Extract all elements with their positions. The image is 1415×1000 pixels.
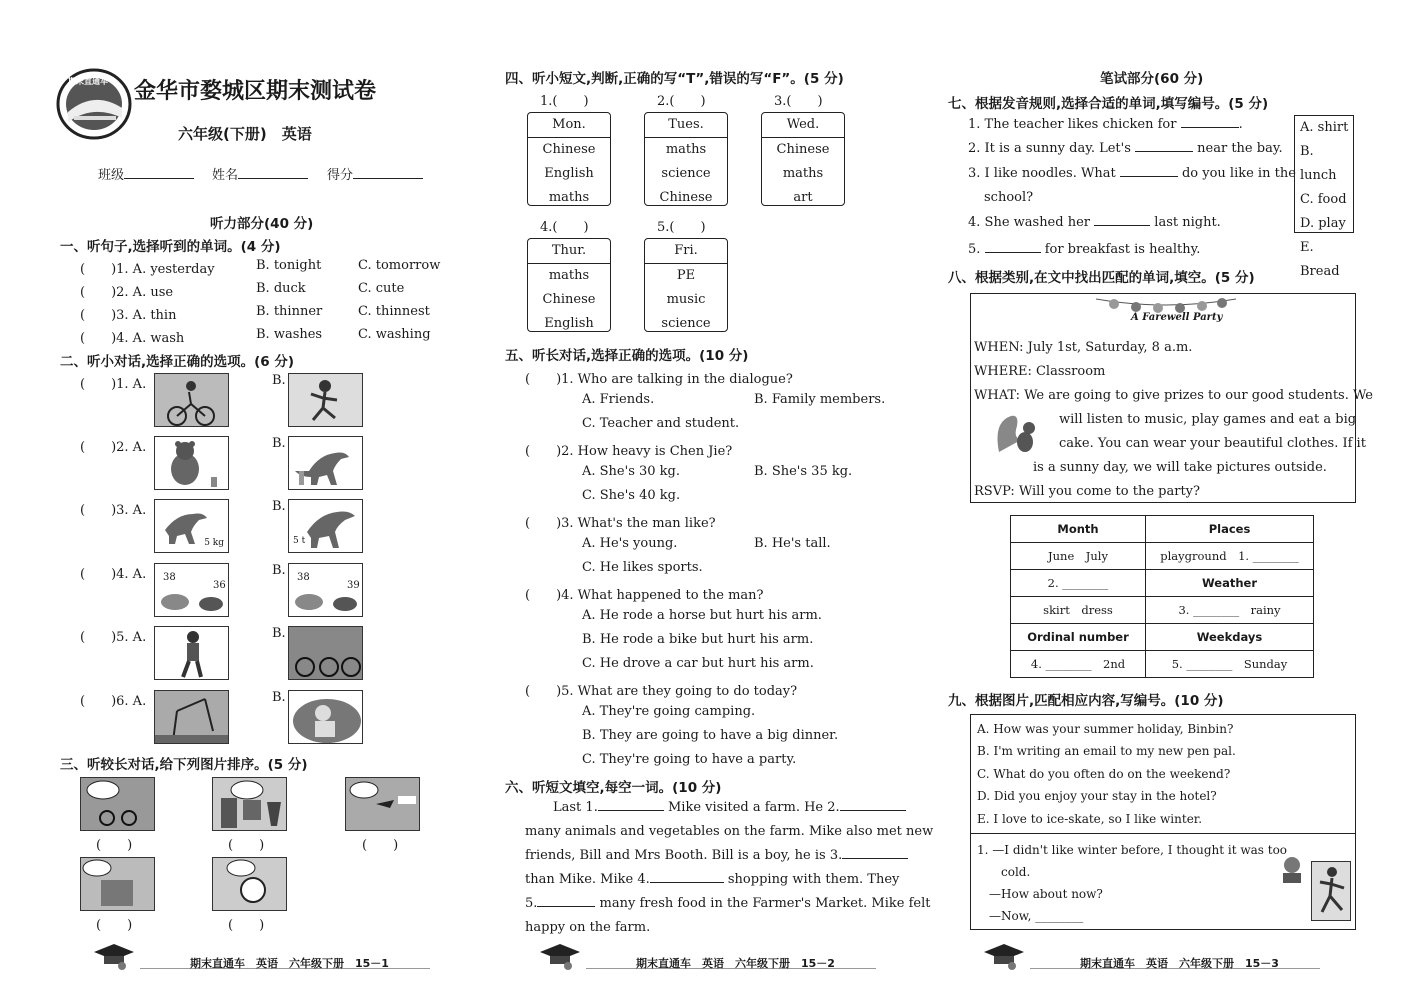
s5-q5-a: A. They're going camping. xyxy=(582,704,756,719)
writing-man-image xyxy=(288,690,363,744)
s7-line-2 xyxy=(968,141,1283,156)
dinosaur-image xyxy=(288,436,363,490)
s5-q3-b: B. He's tall. xyxy=(754,536,831,551)
schedule-thursday xyxy=(527,238,611,332)
weight-5kg-label: 5 kg xyxy=(204,538,224,548)
s2-item-5[interactable]: ( )5. A. xyxy=(80,630,147,645)
s7-blank-1[interactable] xyxy=(1181,127,1239,128)
schedule-day: Thur. xyxy=(528,239,610,264)
s2-item-1-b: B. xyxy=(272,373,286,388)
table-header-places: Places xyxy=(1146,516,1314,543)
s1-item-3-b: B. thinner xyxy=(256,304,323,319)
s7-blank-2[interactable] xyxy=(1135,151,1193,152)
s7-text: do you like in the xyxy=(1181,166,1296,181)
section-1-title: 一、听句子,选择听到的单词。(4 分) xyxy=(60,239,281,255)
ball-image xyxy=(212,857,287,911)
s2-item-1[interactable]: ( )1. A. xyxy=(80,377,147,392)
s9-option-d: D. Did you enjoy your stay in the hotel? xyxy=(977,789,1217,803)
schedule-friday xyxy=(644,238,728,332)
listening-header: 听力部分(40 分) xyxy=(210,216,314,232)
s7-line-3b: school? xyxy=(984,190,1034,205)
blank-4-label: 4. xyxy=(637,872,650,887)
s1-item-3-c: C. thinnest xyxy=(358,304,430,319)
written-header: 笔试部分(60 分) xyxy=(1100,71,1204,87)
s7-line-5 xyxy=(968,242,1200,257)
s6-text: than Mike. Mike xyxy=(525,872,634,887)
shoes-38-39-image xyxy=(288,563,363,617)
s7-line-3 xyxy=(968,166,1296,181)
s5-q1-c: C. Teacher and student. xyxy=(582,416,740,431)
s6-line-5 xyxy=(525,896,930,911)
s5-q3-a: A. He's young. xyxy=(582,536,678,551)
schedule-subject: Chinese xyxy=(542,142,596,157)
s6-text: friends, Bill and Mrs Booth. Bill is a boy, he is xyxy=(525,848,826,863)
s7-option: A. shirt xyxy=(1300,120,1349,135)
party-rsvp: RSVP: Will you come to the party? xyxy=(974,484,1200,499)
footer-page-1: 期末直通车 英语 六年级下册 15－1 xyxy=(190,957,389,970)
s6-text: Last xyxy=(553,800,582,815)
section-4-title: 四、听小短文,判断,正确的写“T”,错误的写“F”。(5 分) xyxy=(505,71,844,87)
fishing-image xyxy=(154,690,229,744)
schedule-day: Wed. xyxy=(762,113,844,138)
party-when: WHEN: July 1st, Saturday, 8 a.m. xyxy=(974,340,1193,355)
s3-paren-3[interactable]: ( ) xyxy=(362,838,399,853)
party-title: A Farewell Party xyxy=(1131,312,1223,323)
clothes-image xyxy=(212,777,287,831)
table-cell-blank-3[interactable]: 3. ________ rainy xyxy=(1146,597,1314,624)
s5-q1[interactable]: ( )1. Who are talking in the dialogue? xyxy=(525,372,793,387)
blank-5-label: 5. xyxy=(525,896,538,911)
s7-option: D. play xyxy=(1300,216,1346,231)
page-1 xyxy=(0,0,470,1000)
walking-man-image xyxy=(154,626,229,680)
s7-blank-5[interactable] xyxy=(985,252,1041,253)
s7-text: . xyxy=(1238,117,1243,132)
blank-5[interactable] xyxy=(537,906,595,907)
schedule-tuesday xyxy=(644,112,728,206)
s9-option-e: E. I love to ice-skate, so I like winter. xyxy=(977,812,1203,826)
s9-option-c: C. What do you often do on the weekend? xyxy=(977,767,1231,781)
grad-cap-icon xyxy=(92,940,136,970)
party-what-4: is a sunny day, we will take pictures outside. xyxy=(1033,460,1327,475)
page-2 xyxy=(470,0,940,1000)
schedule-day: Mon. xyxy=(528,113,610,138)
schedule-subject: science xyxy=(661,316,711,331)
s3-paren-4[interactable]: ( ) xyxy=(96,918,133,933)
s7-blank-3[interactable] xyxy=(1120,176,1178,177)
squirrel-icon xyxy=(993,412,1039,456)
weight-5t-label: 5 t xyxy=(293,536,306,546)
category-table xyxy=(1010,515,1314,678)
table-header-weekdays: Weekdays xyxy=(1146,624,1314,651)
s5-q5-c: C. They're going to have a party. xyxy=(582,752,797,767)
table-cell-blank-1[interactable]: playground 1. ________ xyxy=(1146,543,1314,570)
blank-2-label: 2. xyxy=(827,800,840,815)
s1-item-1-a[interactable]: ( )1. A. yesterday xyxy=(80,262,215,277)
s9-option-a: A. How was your summer holiday, Binbin? xyxy=(977,722,1234,736)
s6-line-4 xyxy=(525,872,899,887)
bike-parking-image xyxy=(288,626,363,680)
table-cell-blank-4[interactable]: 4. ________ 2nd xyxy=(1011,651,1146,678)
s1-item-4-a[interactable]: ( )4. A. wash xyxy=(80,331,185,346)
s5-q5-b: B. They are going to have a big dinner. xyxy=(582,728,839,743)
schedule-subject: music xyxy=(666,292,706,307)
s6-text: shopping with them. They xyxy=(727,872,900,887)
s3-paren-1[interactable]: ( ) xyxy=(96,838,133,853)
table-cell: skirt dress xyxy=(1011,597,1146,624)
s5-q2-c: C. She's 40 kg. xyxy=(582,488,681,503)
blank-2[interactable] xyxy=(840,810,906,811)
s2-item-4[interactable]: ( )4. A. xyxy=(80,567,147,582)
bear-image xyxy=(154,436,229,490)
s7-blank-4[interactable] xyxy=(1094,225,1150,226)
footer-page-2: 期末直通车 英语 六年级下册 15－2 xyxy=(636,957,835,970)
s4-num-3[interactable]: 3.( ) xyxy=(774,94,823,109)
table-header-ordinal: Ordinal number xyxy=(1011,624,1146,651)
s3-paren-5[interactable]: ( ) xyxy=(228,918,265,933)
table-header-weather: Weather xyxy=(1146,570,1314,597)
schedule-subject: English xyxy=(544,166,594,181)
s7-text: for breakfast is healthy. xyxy=(1044,242,1201,257)
s5-q1-a: A. Friends. xyxy=(582,392,655,407)
size-38b-label: 38 xyxy=(297,572,310,583)
s5-q3-c: C. He likes sports. xyxy=(582,560,703,575)
schedule-day: Tues. xyxy=(645,113,727,138)
schedule-subject: maths xyxy=(548,268,590,283)
s2-item-6-b: B. xyxy=(272,690,286,705)
ice-skater-image xyxy=(1311,861,1351,921)
size-38-label: 38 xyxy=(163,572,176,583)
table-cell: June July xyxy=(1011,543,1146,570)
s7-text: last night. xyxy=(1154,215,1221,230)
s2-item-6[interactable]: ( )6. A. xyxy=(80,694,147,709)
s7-text: 2. It is a sunny day. Let's xyxy=(968,141,1131,156)
score-label: 得分 xyxy=(327,168,354,183)
s7-line-1 xyxy=(968,117,1243,132)
boy-face-icon xyxy=(1279,855,1305,885)
s6-line-6: happy on the farm. xyxy=(525,920,651,935)
schedule-subject: maths xyxy=(548,190,590,205)
grad-cap-icon xyxy=(538,940,582,970)
schedule-day: Fri. xyxy=(645,239,727,264)
blank-3-label: 3. xyxy=(829,848,843,863)
s9-dialog-3: —How about now? xyxy=(989,887,1103,901)
s2-item-2-b: B. xyxy=(272,436,286,451)
schedule-subject: maths xyxy=(665,142,707,157)
s4-num-2[interactable]: 2.( ) xyxy=(657,94,706,109)
s7-options-box xyxy=(1294,115,1354,279)
section-5-title: 五、听长对话,选择正确的选项。(10 分) xyxy=(505,348,749,364)
s4-num-5[interactable]: 5.( ) xyxy=(657,220,706,235)
s5-q2-b: B. She's 35 kg. xyxy=(754,464,853,479)
s6-line-2: many animals and vegetables on the farm. Mike also met new xyxy=(525,824,934,839)
s7-option: E. Bread xyxy=(1300,240,1340,279)
schedule-subject: Chinese xyxy=(659,190,713,205)
dinosaur-5kg-image xyxy=(154,499,229,553)
blank-1-label: 1. xyxy=(585,800,598,815)
s1-item-1-c: C. tomorrow xyxy=(358,258,441,273)
party-what-1: WHAT: We are going to give prizes to our good students. We xyxy=(974,388,1373,403)
schedule-subject: art xyxy=(793,190,813,205)
table-cell-blank-2[interactable]: 2. ________ xyxy=(1011,570,1146,597)
s2-item-3[interactable]: ( )3. A. xyxy=(80,503,147,518)
s2-item-2[interactable]: ( )2. A. xyxy=(80,440,147,455)
shoes-38-36-image xyxy=(154,563,229,617)
schedule-subject: English xyxy=(544,316,594,331)
party-where: WHERE: Classroom xyxy=(974,364,1106,379)
s4-num-1[interactable]: 1.( ) xyxy=(540,94,589,109)
section-6-title: 六、听短文填空,每空一词。(10 分) xyxy=(505,780,722,796)
s9-divider xyxy=(971,833,1355,834)
s7-text: 5. xyxy=(968,242,981,257)
section-9-title: 九、根据图片,匹配相应内容,写编号。(10 分) xyxy=(948,693,1224,709)
blank-3[interactable] xyxy=(842,858,908,859)
section-3-title: 三、听较长对话,给下列图片排序。(5 分) xyxy=(60,757,308,773)
class-label: 班级 xyxy=(98,168,125,183)
map-plane-image xyxy=(345,777,420,831)
s2-item-3-b: B. xyxy=(272,499,286,514)
s7-text: 1. The teacher likes chicken for xyxy=(968,117,1177,132)
size-36-label: 36 xyxy=(213,580,226,591)
section-7-title: 七、根据发音规则,选择合适的单词,填写编号。(5 分) xyxy=(948,96,1269,112)
s7-text: near the bay. xyxy=(1197,141,1283,156)
s9-dialog-1: 1. —I didn't like winter before, I thought it was too xyxy=(977,843,1288,857)
s1-item-4-b: B. washes xyxy=(256,327,323,342)
schedule-subject: Chinese xyxy=(776,142,830,157)
s5-q1-b: B. Family members. xyxy=(754,392,886,407)
s6-text: Mike visited a farm. He xyxy=(667,800,824,815)
schedule-monday xyxy=(527,112,611,206)
s5-q5[interactable]: ( )5. What are they going to do today? xyxy=(525,684,798,699)
schedule-subject: Chinese xyxy=(542,292,596,307)
s2-item-5-b: B. xyxy=(272,626,286,641)
schedule-wednesday xyxy=(761,112,845,206)
size-39-label: 39 xyxy=(347,580,360,591)
bike-rider-image xyxy=(154,373,229,427)
class-field[interactable] xyxy=(98,164,194,183)
logo-text: 期末直通车 xyxy=(68,77,108,86)
s5-q4-c: C. He drove a car but hurt his arm. xyxy=(582,656,814,671)
section-8-title: 八、根据类别,在文中找出匹配的单词,填空。(5 分) xyxy=(948,270,1255,286)
exam-subtitle: 六年级(下册) 英语 xyxy=(178,125,312,143)
section-2-title: 二、听小对话,选择正确的选项。(6 分) xyxy=(60,354,295,370)
s7-option: B. lunch xyxy=(1300,144,1337,183)
s5-q2[interactable]: ( )2. How heavy is Chen Jie? xyxy=(525,444,733,459)
blank-1[interactable] xyxy=(598,810,664,811)
s9-dialog-2: cold. xyxy=(1001,865,1031,879)
score-field[interactable] xyxy=(327,164,423,183)
s9-dialog-4[interactable]: —Now, ________ xyxy=(989,909,1084,923)
exam-title: 金华市婺城区期末测试卷 xyxy=(134,78,377,104)
s5-q4-b: B. He rode a bike but hurt his arm. xyxy=(582,632,814,647)
s2-item-4-b: B. xyxy=(272,563,286,578)
s7-line-4 xyxy=(968,215,1221,230)
s7-text: 4. She washed her xyxy=(968,215,1090,230)
s9-option-b: B. I'm writing an email to my new pen pal. xyxy=(977,744,1236,758)
s5-q4[interactable]: ( )4. What happened to the man? xyxy=(525,588,764,603)
s1-item-2-a[interactable]: ( )2. A. use xyxy=(80,285,174,300)
s5-q4-a: A. He rode a horse but hurt his arm. xyxy=(582,608,822,623)
s9-box xyxy=(970,714,1356,930)
name-field[interactable] xyxy=(212,164,308,183)
luggage-image xyxy=(80,857,155,911)
s4-num-4[interactable]: 4.( ) xyxy=(540,220,589,235)
s7-text: 3. I like noodles. What xyxy=(968,166,1116,181)
dinosaur-5t-image xyxy=(288,499,363,553)
page-3 xyxy=(940,0,1415,1000)
table-header-month: Month xyxy=(1011,516,1146,543)
beach-bikes-image xyxy=(80,777,155,831)
blank-4[interactable] xyxy=(650,882,724,883)
s5-q3[interactable]: ( )3. What's the man like? xyxy=(525,516,716,531)
schedule-subject: PE xyxy=(676,268,696,283)
party-what-2: will listen to music, play games and eat a big xyxy=(1059,412,1357,427)
name-label: 姓名 xyxy=(212,168,239,183)
s1-item-2-b: B. duck xyxy=(256,281,306,296)
s7-option: C. food xyxy=(1300,192,1347,207)
s6-line-3 xyxy=(525,848,908,863)
schedule-subject: science xyxy=(661,166,711,181)
party-invitation xyxy=(970,293,1373,503)
table-cell-blank-5[interactable]: 5. ________ Sunday xyxy=(1146,651,1314,678)
s1-item-4-c: C. washing xyxy=(358,327,431,342)
s1-item-2-c: C. cute xyxy=(358,281,405,296)
schedule-subject: maths xyxy=(782,166,824,181)
s1-item-3-a[interactable]: ( )3. A. thin xyxy=(80,308,177,323)
footer-page-3: 期末直通车 英语 六年级下册 15－3 xyxy=(1080,957,1279,970)
s6-line-1 xyxy=(553,800,906,815)
s1-item-1-b: B. tonight xyxy=(256,258,322,273)
grad-cap-icon xyxy=(982,940,1026,970)
s6-text: many fresh food in the Farmer's Market. Mike felt xyxy=(599,896,931,911)
skating-boy-image xyxy=(288,373,363,427)
party-what-3: cake. You can wear your beautiful clothes. If it xyxy=(1059,436,1366,451)
s5-q2-a: A. She's 30 kg. xyxy=(582,464,681,479)
s3-paren-2[interactable]: ( ) xyxy=(228,838,265,853)
